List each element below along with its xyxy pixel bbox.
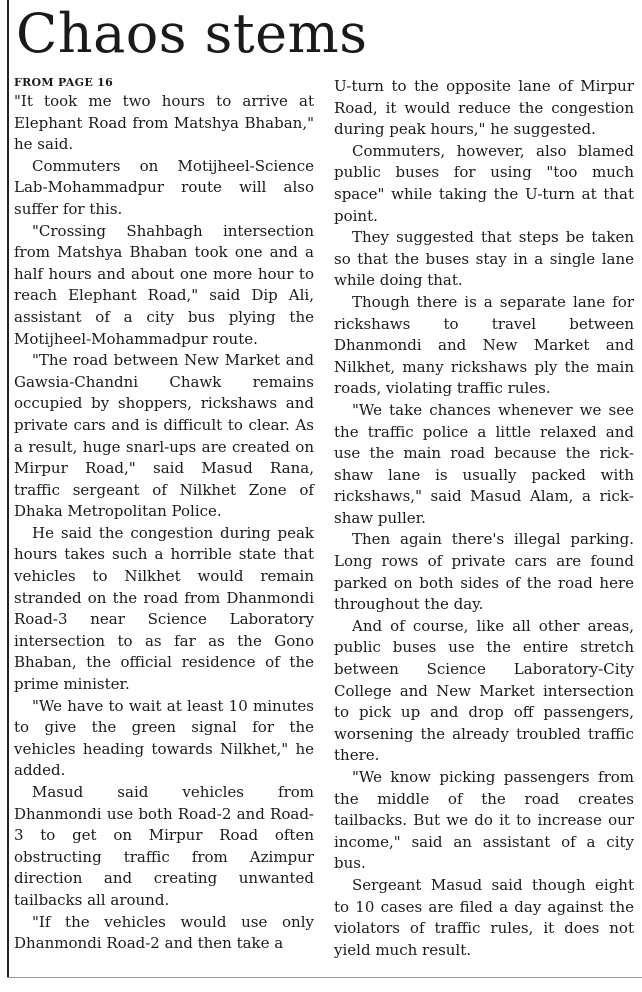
paragraph: Commuters on Motijheel-Science Lab-Mohammadpur route will also suffer for this. <box>14 156 314 218</box>
paragraph: Then again there's illegal parking. Long rows of private cars are found parked on both sides of the road here throughout the day. <box>334 530 634 614</box>
paragraph: And of course, like all other areas, public buses use the entire stretch between Science Laboratory-City College and New Market intersection to pick up and drop off passengers, worsening the already troubled traffic there. <box>334 616 634 765</box>
paragraph: They suggested that steps be taken so that the buses stay in a single lane while doing that. <box>334 228 634 290</box>
paragraph: "The road between New Market and Gawsia-Chandni Chawk remains occupied by shoppers, rickshaws and private cars and is difficult to clear. As a result, huge snarl-ups are created on Mirpur Road," said Masud Rana, traffic sergeant of Nilkhet Zone of Dhaka Metropolitan Police. <box>14 351 314 521</box>
paragraph: "We have to wait at least 10 minutes to give the green signal for the vehicles heading towards Nilkhet," he added. <box>14 696 314 780</box>
paragraph: Sergeant Masud said though eight to 10 cases are filed a day against the violators of traffic rules, it does not yield much result. <box>334 875 634 959</box>
jump-line: FROM PAGE 16 <box>14 76 114 89</box>
bottom-rule <box>7 977 642 978</box>
left-column-rule <box>7 0 9 978</box>
paragraph: He said the congestion during peak hours takes such a horrible state that vehicles to Nilkhet would remain stranded on the road from Dhanmondi Road-3 near Science Laboratory intersection to as far as the Gono Bhaban, the official residence of the prime minister. <box>14 523 314 694</box>
paragraph: "We take chances whenever we see the traffic police a little relaxed and use the main road because the rickshaw lane is usually packed with rickshaws," said Masud Alam, a rickshaw puller. <box>334 400 634 527</box>
article-column-2 <box>334 76 634 961</box>
paragraph: Commuters, however, also blamed public buses for using "too much space" while taking the U-turn at that point. <box>334 141 634 225</box>
paragraph: U-turn to the opposite lane of Mirpur Road, it would reduce the congestion during peak hours," he suggested. <box>334 77 634 139</box>
paragraph: "If the vehicles would use only Dhanmondi Road-2 and then take a <box>14 912 314 953</box>
paragraph: "Crossing Shahbagh intersection from Matshya Bhaban took one and a half hours and about one more hour to reach Elephant Road," said Dip Ali, assistant of a city bus plying the Motijheel-Mohammadpur route. <box>14 221 314 348</box>
paragraph: Though there is a separate lane for rickshaws to travel between Dhanmondi and New Market and Nilkhet, many rickshaws ply the main roads, violating traffic rules. <box>334 292 634 398</box>
headline: Chaos stems <box>16 2 368 65</box>
paragraph: "We know picking passengers from the middle of the road creates tailbacks. But we do it to increase our income," said an assistant of a city bus. <box>334 768 634 873</box>
paragraph: Masud said vehicles from Dhanmondi use both Road-2 and Road-3 to get on Mirpur Road often obstructing traffic from Azimpur direction and creating unwanted tailbacks all around. <box>14 783 314 909</box>
paragraph: "It took me two hours to arrive at Elephant Road from Matshya Bhaban," he said. <box>14 92 314 154</box>
article-column-1 <box>14 74 314 955</box>
